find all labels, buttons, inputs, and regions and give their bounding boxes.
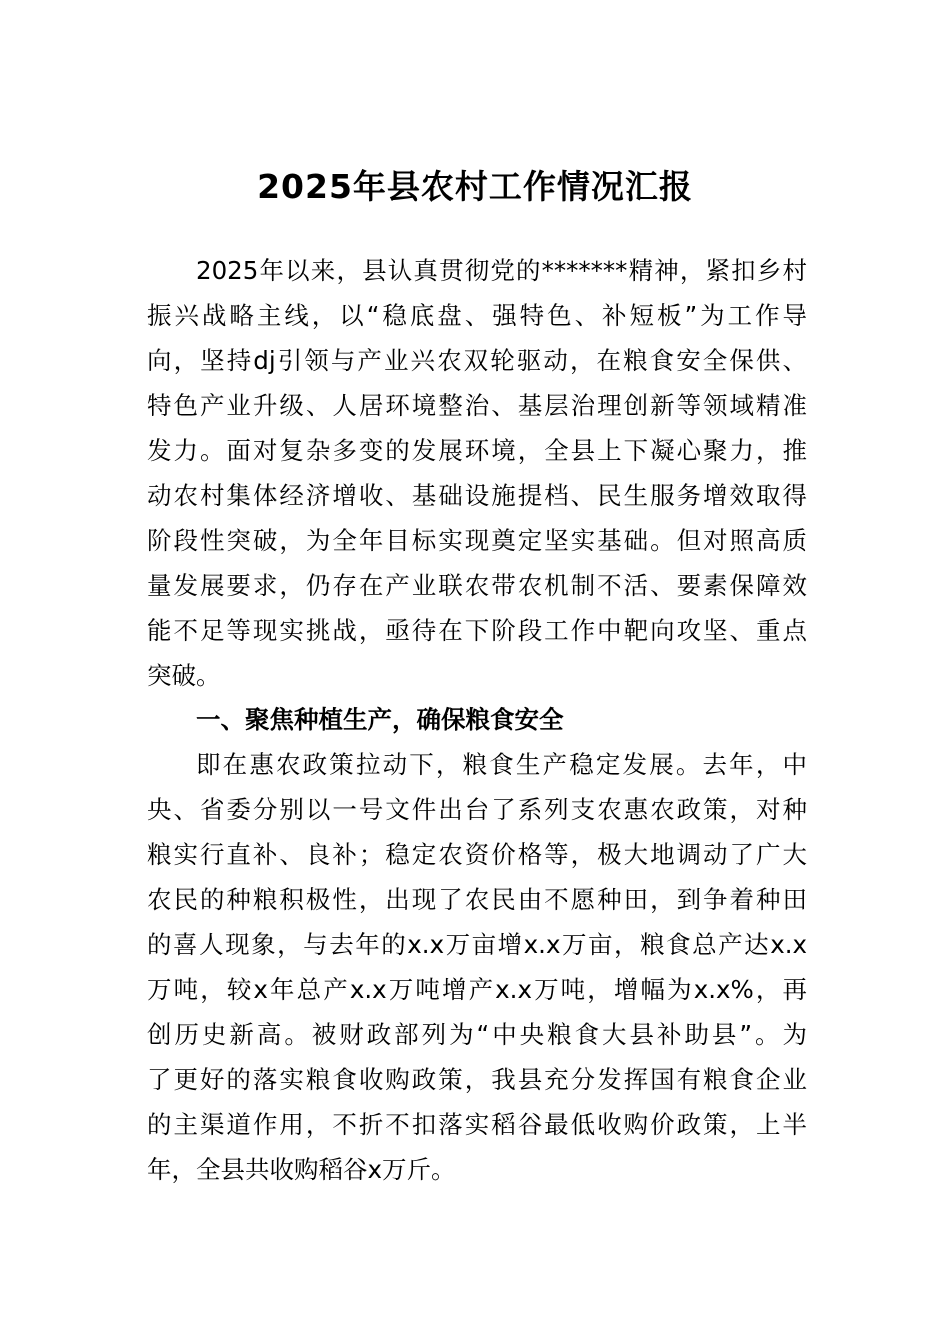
intro-line-10: 突破。: [147, 661, 221, 690]
intro-line-7: 阶段性突破，为全年目标实现奠定坚实基础。但对照高质: [147, 526, 807, 555]
intro-line-5: 发力。面对复杂多变的发展环境，全县上下凝心聚力，推: [147, 436, 807, 465]
section-1-line-10: 年，全县共收购稻谷x万斤。: [147, 1155, 456, 1184]
intro-line-8: 量发展要求，仍存在产业联农带农机制不活、要素保障效: [147, 571, 807, 600]
intro-line-6: 动农村集体经济增收、基础设施提档、民生服务增效取得: [147, 481, 807, 510]
section-1-line-8: 了更好的落实粮食收购政策，我县充分发挥国有粮食企业: [147, 1065, 807, 1094]
section-1-line-4: 农民的种粮积极性，出现了农民由不愿种田，到争着种田: [147, 885, 807, 914]
section-1-line-3: 粮实行直补、良补；稳定农资价格等，极大地调动了广大: [147, 840, 807, 869]
section-1-line-1: 即在惠农政策拉动下，粮食生产稳定发展。去年，中: [196, 750, 807, 779]
document-title: 2025年县农村工作情况汇报: [257, 167, 693, 206]
section-1-line-7: 创历史新高。被财政部列为“中央粮食大县补助县”。为: [147, 1020, 807, 1049]
intro-line-3: 向，坚持dj引领与产业兴农双轮驱动，在粮食安全保供、: [147, 346, 807, 375]
intro-line-9: 能不足等现实挑战，亟待在下阶段工作中靶向攻坚、重点: [147, 616, 807, 645]
section-1-line-5: 的喜人现象，与去年的x.x万亩增x.x万亩，粮食总产达x.x: [147, 930, 807, 959]
intro-line-1: 2025年以来，县认真贯彻党的*******精神，紧扣乡村: [196, 256, 807, 285]
section-1-line-2: 央、省委分别以一号文件出台了系列支农惠农政策，对种: [147, 795, 807, 824]
intro-line-2: 振兴战略主线，以“稳底盘、强特色、补短板”为工作导: [147, 301, 807, 330]
section-1-line-6: 万吨，较x年总产x.x万吨增产x.x万吨，增幅为x.x%，再: [147, 975, 807, 1004]
section-1-line-9: 的主渠道作用，不折不扣落实稻谷最低收购价政策，上半: [147, 1110, 807, 1139]
section-1-heading: 一、聚焦种植生产，确保粮食安全: [196, 705, 564, 734]
intro-line-4: 特色产业升级、人居环境整治、基层治理创新等领域精准: [147, 391, 807, 420]
